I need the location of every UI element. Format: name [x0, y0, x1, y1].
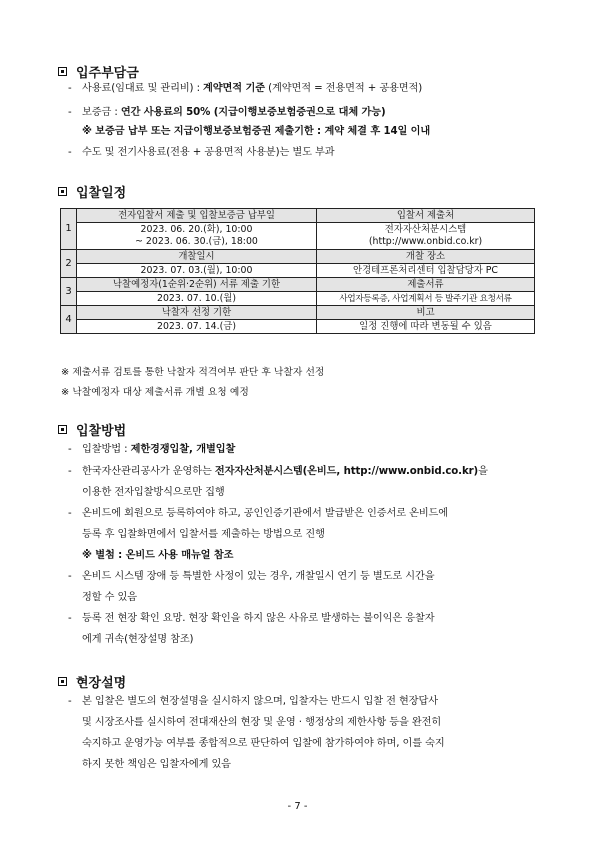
method-line: [68, 507, 448, 521]
method-line-cont: 등록 후 입찰화면에서 입찰서를 제출하는 방법으로 진행: [82, 529, 325, 540]
header-cell: 제출서류: [317, 278, 535, 292]
value-cell: 2023. 07. 10.(월): [77, 292, 317, 306]
value-cell: 안경테프론처리센터 입찰담당자 PC: [317, 264, 535, 278]
table-row: [61, 292, 535, 306]
utility-line: [68, 146, 334, 160]
bold-text: 전자자산처분시스템(온비드, http://www.onbid.co.kr): [214, 466, 479, 477]
header-cell: 개찰 장소: [317, 250, 535, 264]
bold-text: 연간 사용료의 50% (지급이행보증보험증권으로 대체 가능): [120, 107, 386, 118]
row-number: 2: [61, 250, 77, 278]
schedule-note: ※ 제출서류 검토를 통한 낙찰자 적격여부 판단 후 낙찰자 선정: [61, 367, 325, 378]
header-cell: 낙찰예정자(1순위·2순위) 서류 제출 기한: [77, 278, 317, 292]
text: 등록 전 현장 확인 요망. 현장 확인을 하지 않은 사유로 발생하는 불이익은 응찰자: [82, 613, 435, 624]
method-line: [68, 612, 435, 626]
header-cell: 전자입찰서 제출 및 입찰보증금 납부일: [77, 209, 317, 223]
section-title: 입주부담금: [76, 66, 139, 81]
value-cell: 2023. 07. 03.(월), 10:00: [77, 264, 317, 278]
dash-bullet: -: [68, 696, 72, 707]
section-heading-site-briefing: [58, 672, 126, 691]
bold-text: 계약면적 기준: [203, 83, 265, 94]
value-cell: [77, 223, 317, 250]
value-cell: 일정 진행에 따라 변동될 수 있음: [317, 320, 535, 334]
method-line: [68, 443, 235, 457]
text: (계약면적 = 전용면적 + 공용면적): [264, 83, 423, 94]
text: 입찰방법 :: [82, 444, 131, 455]
table-row: [61, 306, 535, 320]
table-row: [61, 264, 535, 278]
method-line-cont: 에게 귀속(현장설명 참조): [82, 634, 194, 645]
header-cell: 개찰일시: [77, 250, 317, 264]
row-number: 4: [61, 306, 77, 334]
text: ~ 2023. 06. 30.(금), 18:00: [135, 236, 258, 247]
square-bullet-icon: [58, 187, 67, 196]
table-row: [61, 250, 535, 264]
dash-bullet: -: [68, 466, 72, 477]
header-cell: 비고: [317, 306, 535, 320]
table-row: [61, 223, 535, 250]
text: 한국자산관리공사가 운영하는: [82, 466, 215, 477]
text: (http://www.onbid.co.kr): [368, 236, 483, 247]
table-row: [61, 209, 535, 223]
header-cell: 낙찰자 선정 기한: [77, 306, 317, 320]
page-number: - 7 -: [287, 801, 308, 812]
table-row: [61, 320, 535, 334]
row-number: 1: [61, 209, 77, 250]
dash-bullet: -: [68, 107, 72, 118]
row-number: 3: [61, 278, 77, 306]
dash-bullet: -: [68, 83, 72, 94]
text: 전자자산처분시스템: [384, 224, 467, 235]
dash-bullet: -: [68, 147, 72, 158]
text: 보증금 :: [82, 107, 121, 118]
text: 2023. 06. 20.(화), 10:00: [140, 224, 253, 235]
value-cell: 사업자등록증, 사업계획서 등 발주기관 요청서류: [317, 292, 535, 306]
dash-bullet: -: [68, 508, 72, 519]
briefing-line-cont: 및 시장조사를 실시하여 전대재산의 현장 및 운영 · 행정상의 제한사항 등을 완전히: [82, 717, 442, 728]
section-heading-deposit: [58, 62, 139, 81]
fee-line: [68, 82, 422, 96]
section-heading-schedule: [58, 182, 126, 201]
deposit-line: [68, 106, 386, 120]
method-line: [68, 570, 435, 584]
schedule-note: ※ 낙찰예정자 대상 제출서류 개별 요청 예정: [61, 387, 249, 398]
value-cell: 2023. 07. 14.(금): [77, 320, 317, 334]
method-line-cont: 이용한 전자입찰방식으로만 집행: [82, 487, 225, 498]
text: 본 입찰은 별도의 현장설명을 실시하지 않으며, 입찰자는 반드시 입찰 전 현장답사: [82, 696, 438, 707]
briefing-line-cont: 숙지하고 운영가능 여부를 종합적으로 판단하여 입찰에 참가하여야 하며, 이를 숙지: [82, 738, 445, 749]
method-line-cont: 정할 수 있음: [82, 592, 137, 603]
text: 온비드 시스템 장애 등 특별한 사정이 있는 경우, 개찰일시 연기 등 별도로 시간을: [82, 571, 435, 582]
briefing-line-cont: 하지 못한 책임은 입찰자에게 있음: [82, 759, 231, 770]
deposit-note: ※ 보증금 납부 또는 지급이행보증보험증권 제출기한 : 계약 체결 후 14일 이내: [82, 126, 431, 137]
square-bullet-icon: [58, 67, 67, 76]
text: 수도 및 전기사용료(전용 + 공용면적 사용분)는 별도 부과: [82, 147, 335, 158]
text: 사용료(임대료 및 관리비) :: [82, 83, 204, 94]
table-row: [61, 278, 535, 292]
text: 온비드에 회원으로 등록하여야 하고, 공인인증기관에서 발급받은 인증서로 온비드에: [82, 508, 449, 519]
briefing-line: [68, 695, 438, 709]
square-bullet-icon: [58, 425, 67, 434]
attachment-note: ※ 별첨 : 온비드 사용 매뉴얼 참조: [82, 550, 234, 561]
section-title: 현장설명: [76, 676, 127, 691]
section-title: 입찰일정: [76, 186, 127, 201]
method-line: [68, 465, 488, 479]
schedule-table: [60, 208, 535, 334]
dash-bullet: -: [68, 613, 72, 624]
header-cell: 입찰서 제출처: [317, 209, 535, 223]
square-bullet-icon: [58, 677, 67, 686]
section-heading-method: [58, 420, 126, 439]
bold-text: 제한경쟁입찰, 개별입찰: [130, 444, 236, 455]
section-title: 입찰방법: [76, 424, 127, 439]
text: 을: [478, 466, 488, 477]
dash-bullet: -: [68, 444, 72, 455]
value-cell: [317, 223, 535, 250]
dash-bullet: -: [68, 571, 72, 582]
